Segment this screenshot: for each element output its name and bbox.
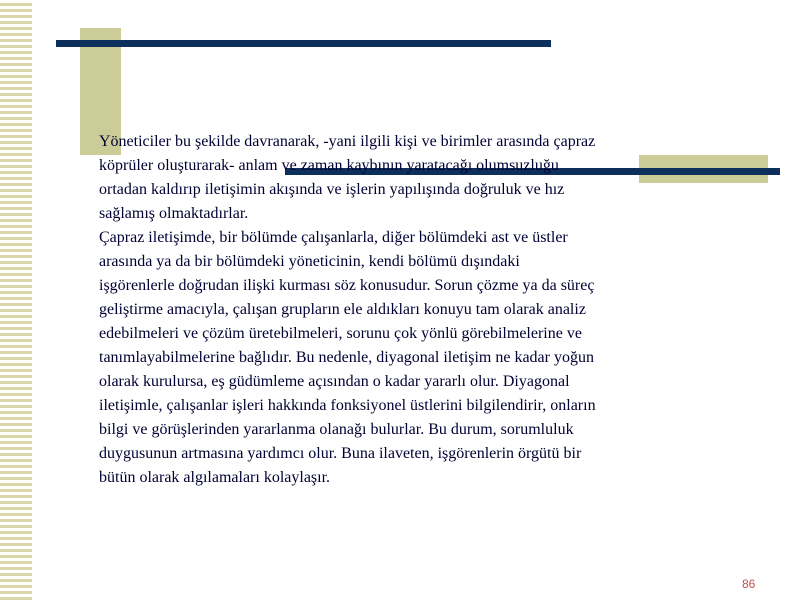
- slide-body-text: Yöneticiler bu şekilde davranarak, -yani ilgili kişi ve birimler arasında çapraz köprüler oluşturarak- anlam ve zaman kaybının yaratacağı olumsuzluğu ortadan kaldırıp iletişimin akışında ve işlerin yapılışında doğruluk ve hız sağlamış olmaktadırlar. Çapraz iletişimde, bir bölümde çalışanlarla, diğer bölümdeki ast ve üstler arasında ya da bir bölümdeki yöneticinin, kendi bölümü dışındaki işgörenlerle doğrudan ilişki kurması söz konusudur. Sorun çözme ya da süreç geliştirme amacıyla, çalışan grupların ele aldıkları konuyu tam olarak analiz edebilmeleri ve çözüm üretebilmeleri, sorunu çok yönlü görebilmelerine ve tanımlayabilmelerine bağlıdır. Bu nedenle, diyagonal iletişim ne kadar yoğun olarak kurulursa, eş güdümleme açısından o kadar yararlı olur. Diyagonal iletişimle, çalışanlar işleri hakkında fonksiyonel üstlerini bilgilendirir, onların bilgi ve görüşlerinden yararlanma olanağı bulurlar. Bu durum, sorumluluk duygusunun artmasına yardımcı olur. Buna ilaveten, işgörenlerin örgütü bir bütün olarak algılamaları kolaylaşır.: [99, 133, 596, 486]
- page-number: 86: [742, 577, 756, 591]
- decorative-navy-bar-top: [56, 40, 551, 47]
- decorative-stripes: [0, 0, 32, 600]
